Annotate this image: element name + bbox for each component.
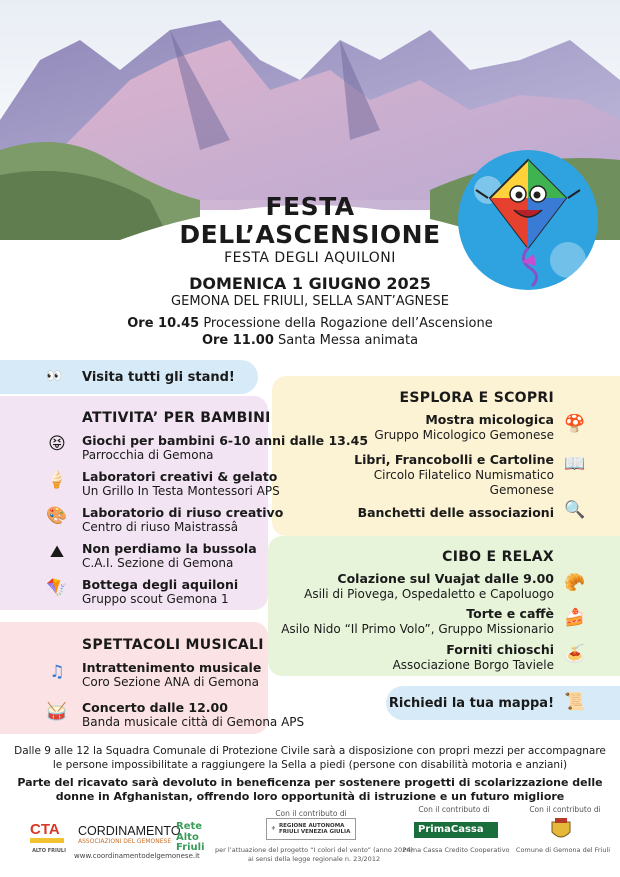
- contrib-label: Con il contributo di: [418, 805, 490, 814]
- food-icon: 🍝: [564, 644, 586, 664]
- project-note: per l’attuazione del progetto “I colori del vento” (anno 2024): [215, 846, 413, 854]
- cibo-item-sub: Asilo Nido “Il Primo Volo”, Gruppo Missionario: [281, 622, 554, 636]
- project-note: ai sensi della legge regionale n. 23/2012: [247, 855, 381, 863]
- mushroom-icon: 🍄: [564, 414, 586, 434]
- bambini-item-title: Giochi per bambini 6-10 anni dalle 13.45: [82, 433, 369, 448]
- bambini-item-sub: Gruppo scout Gemona 1: [82, 592, 229, 606]
- bambini-item-title: Bottega degli aquiloni: [82, 577, 239, 592]
- bambini-item-title: Laboratorio di riuso creativo: [82, 505, 284, 520]
- musica-item-title: Concerto dalle 12.00: [82, 700, 228, 715]
- musica-item-sub: Banda musicale città di Gemona APS: [82, 715, 305, 729]
- bambini-item-title: Non perdiamo la bussola: [82, 541, 257, 556]
- primacassa-logo: PrimaCassa: [414, 822, 498, 838]
- esplora-title: ESPLORA E SCOPRI: [399, 390, 554, 406]
- esplora-item-title: Mostra micologica: [425, 412, 554, 427]
- website-link[interactable]: www.coordinamentodelgemonese.it: [74, 852, 200, 860]
- footer-charity-line: donne in Afghanistan, offrendo loro opportunità di istruzione e un futuro migliore: [55, 790, 565, 803]
- title-line2: DELL’ASCENSIONE: [179, 220, 441, 249]
- footer-charity-line: Parte del ricavato sarà devoluto in beneficenza per sostenere progetti di scolarizzazione delle: [17, 776, 603, 789]
- bambini-item-sub: Parrocchia di Gemona: [82, 448, 214, 462]
- musica-title: SPETTACOLI MUSICALI: [82, 637, 264, 653]
- esplora-item-sub: Gruppo Micologico Gemonese: [374, 428, 554, 442]
- event-date: DOMENICA 1 GIUGNO 2025: [189, 274, 431, 293]
- esplora-item-title: Libri, Francobolli e Cartoline: [354, 452, 554, 467]
- subtitle: FESTA DEGLI AQUILONI: [224, 250, 396, 266]
- schedule-item: Ore 10.45 Processione della Rogazione dell’Ascensione: [127, 316, 493, 331]
- palette-icon: 🎨: [46, 506, 68, 526]
- regione-fvg-logo: ⚜ REGIONE AUTONOMA FRIULI VENEZIA GIULIA: [266, 818, 356, 840]
- book-icon: 📖: [564, 454, 586, 474]
- cibo-item-title: Torte e caffè: [466, 606, 554, 621]
- footer-note-line: le persone impossibilitate a raggiungere la Sella a piedi (persone con disabilità motoria e anziani): [52, 759, 568, 771]
- musica-item-sub: Coro Sezione ANA di Gemona: [82, 675, 259, 689]
- cibo-item-title: Forniti chioschi: [446, 642, 554, 657]
- bambini-item-sub: C.A.I. Sezione di Gemona: [82, 556, 234, 570]
- kite-icon: 🪁: [46, 578, 68, 598]
- contrib-label: Con il contributo di: [529, 805, 601, 814]
- region-crest-icon: ⚜: [271, 826, 276, 832]
- croissant-icon: 🥐: [564, 573, 586, 593]
- bambini-item-title: Laboratori creativi & gelato: [82, 469, 278, 484]
- contrib-label: Con il contributo di: [275, 809, 347, 818]
- cta-logo: [28, 818, 68, 848]
- event-place: GEMONA DEL FRIULI, SELLA SANT’AGNESE: [171, 294, 449, 309]
- bambini-title: ATTIVITA’ PER BAMBINI: [82, 410, 271, 426]
- visit-stands-banner: 👀 Visita tutti gli stand!: [0, 360, 258, 394]
- eyes-icon: 👀: [46, 369, 63, 384]
- footer-note-line: Dalle 9 alle 12 la Squadra Comunale di Protezione Civile sarà a disposizione con propri mezzi per accompagnare: [14, 745, 606, 757]
- cibo-item-sub: Associazione Borgo Taviele: [392, 658, 554, 672]
- bambini-item-sub: Un Grillo In Testa Montessori APS: [82, 484, 280, 498]
- coordinamento-logo: CORDINAMENTO: [78, 824, 181, 838]
- rete-alto-friuli-logo: Rete Alto Friuli: [176, 821, 205, 853]
- cake-icon: 🍰: [564, 608, 586, 628]
- kite-face-icon: 😝: [48, 434, 66, 454]
- title-line1: FESTA: [265, 192, 355, 221]
- schedule-item: Ore 11.00 Santa Messa animata: [201, 333, 419, 348]
- mountain-icon: ⛰: [49, 542, 65, 562]
- comune-name: Comune di Gemona del Friuli: [515, 846, 611, 854]
- drum-icon: 🥁: [46, 702, 68, 722]
- cibo-item-sub: Asili di Piovega, Ospedaletto e Capoluogo: [304, 587, 554, 601]
- bank-name: Prima Cassa Credito Cooperativo: [402, 846, 510, 854]
- map-request-banner: Richiedi la tua mappa!: [386, 686, 620, 720]
- esplora-item-sub: Circolo Filatelico Numismatico: [373, 468, 554, 482]
- ice-cream-icon: 🍦: [46, 470, 68, 490]
- cta-logo-sub: ALTO FRIULI: [32, 848, 66, 854]
- comune-crest-icon: [548, 816, 574, 842]
- magnifier-icon: 🔍: [564, 500, 586, 520]
- scroll-map-icon: 📜: [564, 692, 586, 712]
- esplora-item-title: Banchetti delle associazioni: [357, 505, 554, 520]
- bambini-item-sub: Centro di riuso Maistrassâ: [82, 520, 239, 534]
- esplora-item-sub: Gemonese: [489, 483, 554, 497]
- musica-item-title: Intrattenimento musicale: [82, 660, 262, 675]
- cibo-item-title: Colazione sul Vuajat dalle 9.00: [337, 571, 554, 586]
- svg-text:CTA: CTA: [30, 821, 60, 838]
- cibo-title: CIBO E RELAX: [442, 549, 554, 565]
- coordinamento-logo-sub: ASSOCIAZIONI DEL GEMONESE: [78, 838, 172, 845]
- music-notes-icon: ♫: [49, 662, 65, 682]
